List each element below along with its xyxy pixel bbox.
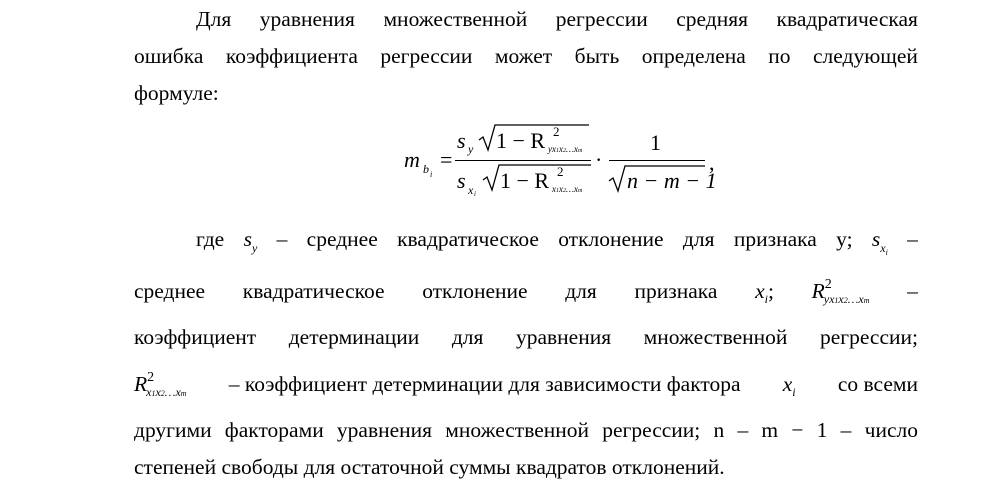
explanation-line-1 xyxy=(196,226,918,257)
formula-equals: = xyxy=(440,147,453,172)
symbol-xi: $x_i$; xyxy=(755,279,774,306)
explanation-line-4 xyxy=(134,371,918,402)
num-one-minus-r xyxy=(496,128,545,154)
expr-text: 1 − R xyxy=(500,168,550,193)
symbol-xi: $x_i$ xyxy=(782,372,796,399)
word: определена xyxy=(641,44,746,68)
word: может xyxy=(494,44,553,68)
intro-line-1 xyxy=(196,6,918,32)
symbol-letter: x xyxy=(755,279,765,303)
expr-text: 1 − R xyxy=(496,128,546,153)
symbol-letter: s xyxy=(871,227,881,251)
word: формуле: xyxy=(134,81,219,105)
word: уравнения xyxy=(259,7,355,31)
word: где xyxy=(196,227,225,251)
word: по xyxy=(768,44,791,68)
den-r-sup: 2 xyxy=(557,164,564,179)
word: у; xyxy=(836,227,853,251)
word: для xyxy=(682,227,715,251)
word: детерминации xyxy=(288,325,420,349)
word: регрессии xyxy=(380,44,473,68)
text: другими факторами уравнения множественной регрессии; n – m − 1 – число xyxy=(134,418,918,442)
word: коэффициента xyxy=(225,44,358,68)
text: степеней свободы для остаточной суммы квадратов отклонений. xyxy=(134,455,725,479)
symbol-letter: R xyxy=(811,279,825,303)
formula-lhs: m xyxy=(404,147,420,172)
word: признака xyxy=(733,227,817,251)
text: со всеми xyxy=(837,372,918,396)
frac2-den: n − m − 1 xyxy=(627,168,717,193)
word: быть xyxy=(574,44,620,68)
sub-text: yx xyxy=(548,144,556,154)
fraction-bar-2 xyxy=(609,160,705,161)
word: для xyxy=(565,279,597,303)
num-r-sub: yx1x2…xm xyxy=(548,144,583,154)
symbol-sy xyxy=(244,226,258,255)
symbol-r-squared: $R^2_{x1x2\dots xm}$ xyxy=(134,370,187,399)
explanation-line-6 xyxy=(134,454,725,480)
word: – xyxy=(907,279,918,303)
word: среднее xyxy=(306,227,378,251)
formula-dot: · xyxy=(595,147,603,172)
word: коэффициент xyxy=(134,325,257,349)
symbol-letter: R xyxy=(134,372,148,396)
num-r-sup: 2 xyxy=(553,124,560,139)
den-s: s xyxy=(457,168,466,193)
word: – xyxy=(276,227,288,251)
symbol-r-squared: $R^2_{yx1x2\dots xm}$ xyxy=(811,277,870,306)
word: средняя xyxy=(676,7,749,31)
word: Для xyxy=(196,7,232,31)
explanation-line-5 xyxy=(134,417,918,443)
symbol-sxi: $s_{xi}$ xyxy=(871,227,888,257)
symbol-letter: s xyxy=(243,227,252,251)
formula-lhs-subsub: i xyxy=(430,170,433,179)
intro-line-3 xyxy=(134,80,219,106)
word: следующей xyxy=(813,44,918,68)
word: уравнения xyxy=(515,325,612,349)
word: ошибка xyxy=(134,44,204,68)
explanation-line-3 xyxy=(134,324,918,350)
frac2-num: 1 xyxy=(650,130,661,155)
symbol-sub: y xyxy=(251,241,258,255)
num-s: s xyxy=(457,128,466,153)
word: отклонение xyxy=(558,227,664,251)
punct: ; xyxy=(767,279,774,303)
symbol-letter: x xyxy=(782,372,793,396)
word: квадратическое xyxy=(242,279,385,303)
num-s-sub: y xyxy=(468,142,474,156)
word: множественной xyxy=(643,325,788,349)
word: регрессии xyxy=(555,7,648,31)
word: среднее xyxy=(134,279,206,303)
formula-comma: , xyxy=(709,150,715,175)
word: – xyxy=(907,227,918,251)
text: – коэффициент детерминации для зависимости фактора xyxy=(228,372,741,396)
word: регрессии; xyxy=(819,325,918,349)
den-one-minus-r xyxy=(500,168,549,194)
word: для xyxy=(451,325,484,349)
word: признака xyxy=(634,279,718,303)
den-s-sub: x xyxy=(468,183,474,197)
word: квадратическое xyxy=(397,227,539,251)
explanation-line-2 xyxy=(134,278,918,309)
den-r-sub: x1x2…xm xyxy=(552,184,583,194)
word: отклонение xyxy=(422,279,528,303)
den-s-subsub: i xyxy=(474,190,476,198)
intro-line-2 xyxy=(134,43,918,69)
word: квадратическая xyxy=(776,7,918,31)
sub-text: x xyxy=(552,184,556,194)
word: множественной xyxy=(383,7,528,31)
formula-lhs-sub: b xyxy=(423,162,429,176)
